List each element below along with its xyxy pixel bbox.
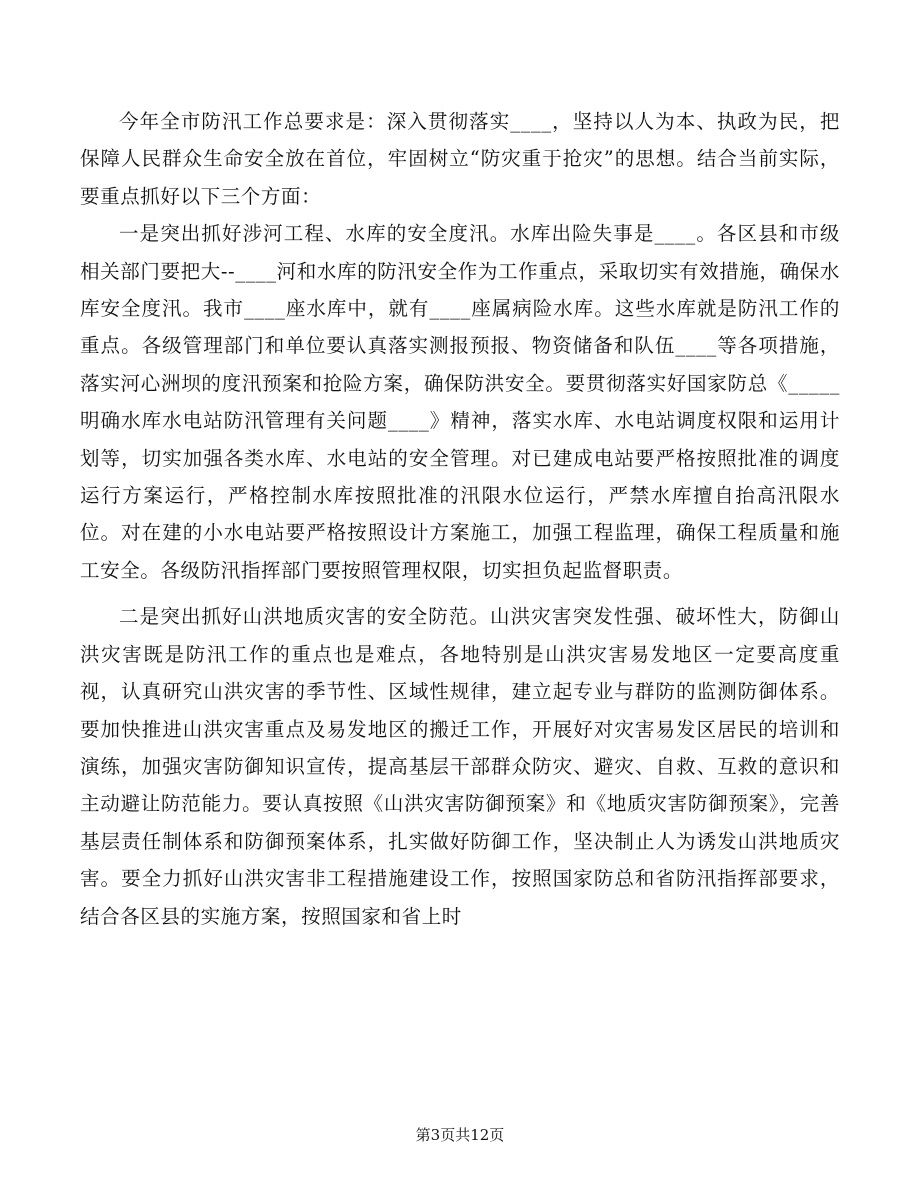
document-body: [80, 103, 840, 935]
paragraph-reservoir-safety: 一是突出抓好涉河工程、水库的安全度汛。水库出险失事是____。各区县和市级相关部门要把大--____河和水库的防汛安全作为工作重点，采取切实有效措施，确保水库安全度汛。我市____座水库中，就有____座属病险水库。这些水库就是防汛工作的重点。各级管理部门和单位要认真落实测报预报、物资储备和队伍____等各项措施，落实河心洲坝的度汛预案和抢险方案，确保防洪安全。要贯彻落实好国家防总《_____明确水库水电站防汛管理有关问题____》精神，落实水库、水电站调度权限和运用计划等，切实加强各类水库、水电站的安全管理。对已建成电站要严格按照批准的调度运行方案运行，严格控制水库按照批准的汛限水位运行，严禁水库擅自抬高汛限水位。对在建的小水电站要严格按照设计方案施工，加强工程监理，确保工程质量和施工安全。各级防汛指挥部门要按照管理权限，切实担负起监督职责。: [80, 222, 840, 582]
paragraph-flood-requirements: 今年全市防汛工作总要求是：深入贯彻落实____，坚持以人为本、执政为民，把保障人民群众生命安全放在首位，牢固树立“防灾重于抢灾”的思想。结合当前实际，要重点抓好以下三个方面：: [80, 110, 840, 208]
paragraph-mountain-flood-prevention: 二是突出抓好山洪地质灾害的安全防范。山洪灾害突发性强、破坏性大，防御山洪灾害既是防汛工作的重点也是难点，各地特别是山洪灾害易发地区一定要高度重视，认真研究山洪灾害的季节性、区域性规律，建立起专业与群防的监测防御体系。要加快推进山洪灾害重点及易发地区的搬迁工作，开展好对灾害易发区居民的培训和演练，加强灾害防御知识宣传，提高基层干部群众防灾、避灾、自救、互救的意识和主动避让防范能力。要认真按照《山洪灾害防御预案》和《地质灾害防御预案》，完善基层责任制体系和防御预案体系，扎实做好防御工作，坚决制止人为诱发山洪地质灾害。要全力抓好山洪灾害非工程措施建设工作，按照国家防总和省防汛指挥部要求，结合各区县的实施方案，按照国家和省上时: [80, 605, 840, 928]
page-number-footer: 第3页共12页: [415, 1126, 505, 1144]
